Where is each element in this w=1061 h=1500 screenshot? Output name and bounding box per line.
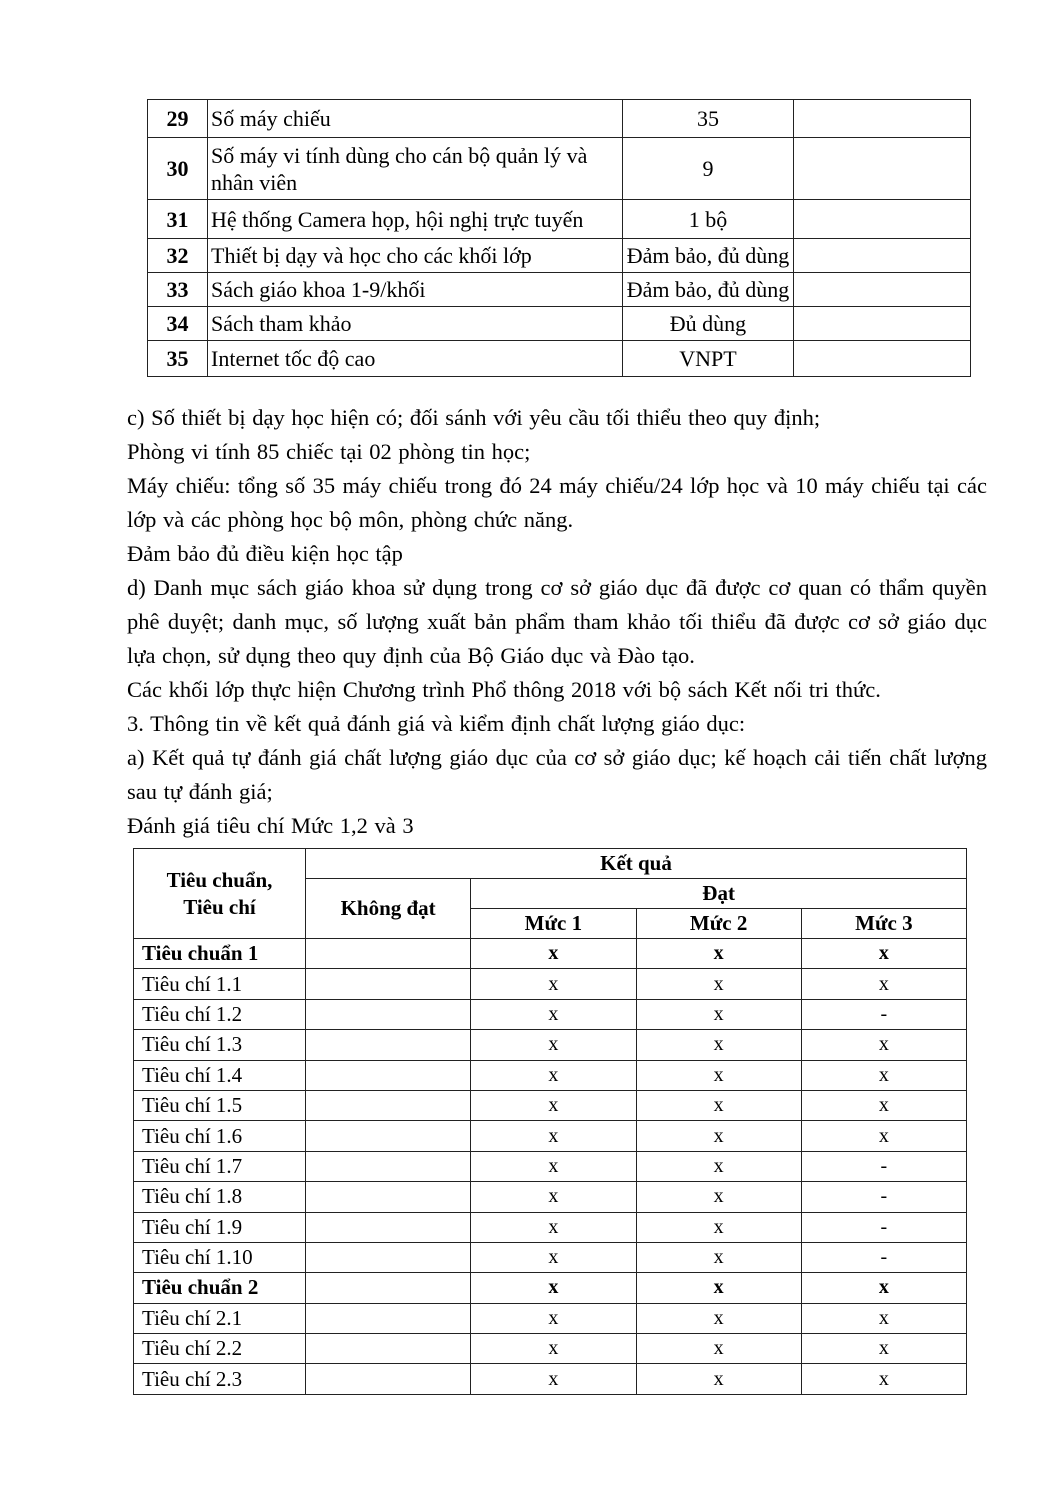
evaluation-level1-mark: x <box>471 1030 636 1060</box>
equipment-row-name: Số máy chiếu <box>208 100 623 138</box>
paragraph: Máy chiếu: tổng số 35 máy chiếu trong đó 24 máy chiếu/24 lớp học và 10 máy chiếu tại các lớp và các phòng học bộ môn, phòng chức năng. <box>127 473 987 532</box>
equipment-table-body <box>148 100 971 377</box>
evaluation-level3-mark: x <box>801 1030 966 1060</box>
equipment-row-number: 33 <box>148 273 208 307</box>
equipment-row-value: 9 <box>623 138 794 200</box>
equipment-row-name: Thiết bị dạy và học cho các khối lớp <box>208 239 623 273</box>
equipment-row-value: Đủ dùng <box>623 307 794 341</box>
equipment-row-value: Đảm bảo, đủ dùng <box>623 273 794 307</box>
paragraph: a) Kết quả tự đánh giá chất lượng giáo dục của cơ sở giáo dục; kế hoạch cải tiến chất lượng sau tự đánh giá; <box>127 745 987 804</box>
equipment-row-name: Sách giáo khoa 1-9/khối <box>208 273 623 307</box>
evaluation-fail-mark <box>306 1303 471 1333</box>
evaluation-row-label: Tiêu chí 1.1 <box>134 969 306 999</box>
evaluation-level2-mark: x <box>636 969 801 999</box>
evaluation-level1-mark: x <box>471 1060 636 1090</box>
equipment-row-note <box>794 307 971 341</box>
equipment-row-note <box>794 138 971 200</box>
evaluation-level2-mark: x <box>636 1182 801 1212</box>
evaluation-fail-mark <box>306 1030 471 1060</box>
evaluation-level1-mark: x <box>471 1121 636 1151</box>
evaluation-table <box>133 848 967 1395</box>
equipment-row-note <box>794 273 971 307</box>
evaluation-level1-mark: x <box>471 1212 636 1242</box>
evaluation-table-row <box>134 1303 967 1333</box>
evaluation-row-label: Tiêu chí 1.4 <box>134 1060 306 1090</box>
evaluation-table-row <box>134 1212 967 1242</box>
evaluation-level2-mark: x <box>636 1334 801 1364</box>
criteria-header-line2: Tiêu chí <box>183 894 256 919</box>
evaluation-table-row <box>134 1151 967 1181</box>
evaluation-level1-mark: x <box>471 969 636 999</box>
result-header: Kết quả <box>306 849 967 879</box>
evaluation-row-label: Tiêu chí 1.2 <box>134 999 306 1029</box>
equipment-row-name: Sách tham khảo <box>208 307 623 341</box>
equipment-row-number: 29 <box>148 100 208 138</box>
evaluation-level3-mark: x <box>801 1273 966 1303</box>
evaluation-table-row <box>134 1242 967 1272</box>
evaluation-level3-mark: x <box>801 1121 966 1151</box>
equipment-row-number: 30 <box>148 138 208 200</box>
evaluation-level1-mark: x <box>471 939 636 969</box>
evaluation-fail-mark <box>306 999 471 1029</box>
evaluation-level3-mark: - <box>801 1212 966 1242</box>
evaluation-level1-mark: x <box>471 1303 636 1333</box>
evaluation-level3-mark: x <box>801 1060 966 1090</box>
equipment-row-number: 35 <box>148 341 208 377</box>
evaluation-table-row <box>134 1030 967 1060</box>
evaluation-table-row <box>134 1334 967 1364</box>
evaluation-level2-mark: x <box>636 1060 801 1090</box>
evaluation-level2-mark: x <box>636 1151 801 1181</box>
paragraph: d) Danh mục sách giáo khoa sử dụng trong cơ sở giáo dục đã được cơ quan có thẩm quyền phê duyệt; danh mục, số lượng xuất bản phẩm tham khảo tối thiểu đã được cơ sở giáo dục lựa chọn, sử dụng theo quy định của Bộ Giáo dục và Đào tạo. <box>127 575 987 668</box>
evaluation-level2-mark: x <box>636 1364 801 1394</box>
equipment-row-note <box>794 239 971 273</box>
evaluation-table-row <box>134 969 967 999</box>
evaluation-level3-mark: x <box>801 1364 966 1394</box>
evaluation-fail-mark <box>306 1242 471 1272</box>
equipment-row-name: Số máy vi tính dùng cho cán bộ quản lý và nhân viên <box>208 138 623 200</box>
evaluation-row-label: Tiêu chí 1.10 <box>134 1242 306 1272</box>
evaluation-fail-mark <box>306 1151 471 1181</box>
evaluation-level2-mark: x <box>636 999 801 1029</box>
evaluation-level1-mark: x <box>471 1334 636 1364</box>
equipment-table-row <box>148 307 971 341</box>
criteria-column-header <box>134 849 306 939</box>
equipment-row-note <box>794 100 971 138</box>
equipment-row-number: 34 <box>148 307 208 341</box>
evaluation-fail-mark <box>306 939 471 969</box>
evaluation-row-label: Tiêu chí 1.9 <box>134 1212 306 1242</box>
equipment-row-name: Hệ thống Camera họp, hội nghị trực tuyến <box>208 200 623 239</box>
evaluation-fail-mark <box>306 1182 471 1212</box>
evaluation-table-row <box>134 999 967 1029</box>
evaluation-level2-mark: x <box>636 1303 801 1333</box>
equipment-row-number: 31 <box>148 200 208 239</box>
evaluation-table-row <box>134 1090 967 1120</box>
evaluation-row-label: Tiêu chí 2.3 <box>134 1364 306 1394</box>
evaluation-fail-mark <box>306 1273 471 1303</box>
evaluation-level3-mark: x <box>801 1090 966 1120</box>
level3-header: Mức 3 <box>801 909 966 939</box>
evaluation-table-header <box>134 849 967 939</box>
evaluation-level3-mark: x <box>801 939 966 969</box>
evaluation-fail-mark <box>306 1121 471 1151</box>
evaluation-table-row <box>134 939 967 969</box>
evaluation-fail-mark <box>306 1334 471 1364</box>
evaluation-level2-mark: x <box>636 1121 801 1151</box>
evaluation-level1-mark: x <box>471 1364 636 1394</box>
evaluation-row-label: Tiêu chí 1.8 <box>134 1182 306 1212</box>
evaluation-row-label: Tiêu chuẩn 1 <box>134 939 306 969</box>
evaluation-level1-mark: x <box>471 999 636 1029</box>
equipment-row-note <box>794 341 971 377</box>
paragraph: 3. Thông tin về kết quả đánh giá và kiểm định chất lượng giáo dục: <box>127 711 746 736</box>
evaluation-fail-mark <box>306 1364 471 1394</box>
pass-header: Đạt <box>471 879 967 909</box>
criteria-header-line1: Tiêu chuẩn, <box>166 867 273 892</box>
evaluation-level1-mark: x <box>471 1242 636 1272</box>
evaluation-level2-mark: x <box>636 1212 801 1242</box>
equipment-table-row <box>148 100 971 138</box>
equipment-table-row <box>148 341 971 377</box>
evaluation-table-body <box>134 939 967 1395</box>
evaluation-level3-mark: x <box>801 1334 966 1364</box>
evaluation-level1-mark: x <box>471 1273 636 1303</box>
paragraph: Phòng vi tính 85 chiếc tại 02 phòng tin học; <box>127 439 531 464</box>
equipment-table-row <box>148 200 971 239</box>
evaluation-fail-mark <box>306 969 471 999</box>
evaluation-fail-mark <box>306 1212 471 1242</box>
evaluation-level1-mark: x <box>471 1151 636 1181</box>
evaluation-table-row <box>134 1060 967 1090</box>
evaluation-header-row-1 <box>134 849 967 879</box>
equipment-row-name: Internet tốc độ cao <box>208 341 623 377</box>
evaluation-row-label: Tiêu chí 1.5 <box>134 1090 306 1120</box>
evaluation-level2-mark: x <box>636 1242 801 1272</box>
evaluation-level1-mark: x <box>471 1182 636 1212</box>
evaluation-level2-mark: x <box>636 939 801 969</box>
evaluation-table-row <box>134 1273 967 1303</box>
equipment-row-value: 1 bộ <box>623 200 794 239</box>
evaluation-level3-mark: x <box>801 1303 966 1333</box>
equipment-row-value: VNPT <box>623 341 794 377</box>
level2-header: Mức 2 <box>636 909 801 939</box>
paragraph: Đánh giá tiêu chí Mức 1,2 và 3 <box>127 813 414 838</box>
evaluation-level2-mark: x <box>636 1030 801 1060</box>
evaluation-row-label: Tiêu chí 1.7 <box>134 1151 306 1181</box>
evaluation-row-label: Tiêu chí 2.2 <box>134 1334 306 1364</box>
evaluation-table-row <box>134 1182 967 1212</box>
equipment-row-value: Đảm bảo, đủ dùng <box>623 239 794 273</box>
evaluation-row-label: Tiêu chí 1.6 <box>134 1121 306 1151</box>
evaluation-fail-mark <box>306 1090 471 1120</box>
body-text <box>127 401 987 843</box>
evaluation-level3-mark: - <box>801 999 966 1029</box>
evaluation-fail-mark <box>306 1060 471 1090</box>
evaluation-row-label: Tiêu chí 1.3 <box>134 1030 306 1060</box>
equipment-row-number: 32 <box>148 239 208 273</box>
equipment-table-row <box>148 138 971 200</box>
evaluation-row-label: Tiêu chí 2.1 <box>134 1303 306 1333</box>
equipment-table-row <box>148 273 971 307</box>
evaluation-level3-mark: - <box>801 1182 966 1212</box>
evaluation-level3-mark: x <box>801 969 966 999</box>
evaluation-table-row <box>134 1364 967 1394</box>
evaluation-level2-mark: x <box>636 1090 801 1120</box>
paragraph: Đảm bảo đủ điều kiện học tập <box>127 541 403 566</box>
evaluation-row-label: Tiêu chuẩn 2 <box>134 1273 306 1303</box>
level1-header: Mức 1 <box>471 909 636 939</box>
evaluation-level3-mark: - <box>801 1151 966 1181</box>
equipment-table-row <box>148 239 971 273</box>
evaluation-level1-mark: x <box>471 1090 636 1120</box>
equipment-row-value: 35 <box>623 100 794 138</box>
evaluation-table-row <box>134 1121 967 1151</box>
evaluation-level3-mark: - <box>801 1242 966 1272</box>
equipment-row-note <box>794 200 971 239</box>
paragraph: c) Số thiết bị dạy học hiện có; đối sánh với yêu cầu tối thiểu theo quy định; <box>127 405 821 430</box>
evaluation-level2-mark: x <box>636 1273 801 1303</box>
equipment-table <box>147 99 971 377</box>
fail-header: Không đạt <box>306 879 471 939</box>
paragraph: Các khối lớp thực hiện Chương trình Phổ thông 2018 với bộ sách Kết nối tri thức. <box>127 677 881 702</box>
